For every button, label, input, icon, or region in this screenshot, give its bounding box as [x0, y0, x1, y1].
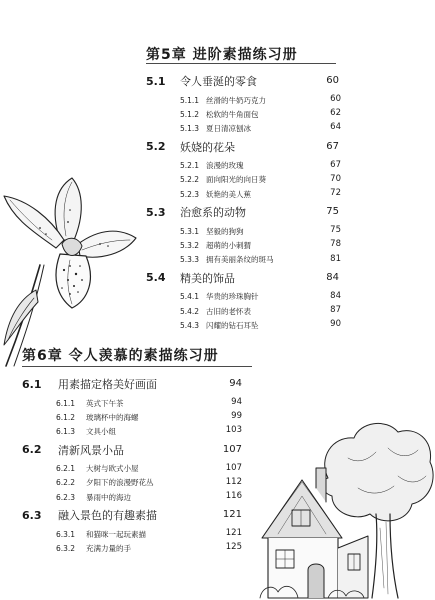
section-page-number: 75 — [326, 206, 339, 218]
item-number: 6.2.3 — [56, 492, 76, 502]
item-number: 5.4.2 — [180, 306, 200, 316]
item-title: 拥有美丽条纹的斑马 — [206, 255, 274, 265]
canna-flower-sketch — [0, 170, 140, 370]
item-page-number: 107 — [225, 462, 242, 473]
item-title: 华贵的珍珠胸针 — [206, 292, 259, 302]
toc-item-5-1-1[interactable] — [180, 93, 266, 107]
item-number: 5.1.1 — [180, 95, 200, 105]
item-page-number: 121 — [225, 528, 242, 539]
section-page-number: 60 — [326, 75, 339, 86]
item-title: 和猫咪一起玩素描 — [86, 529, 146, 539]
toc-item-6-2-3[interactable] — [56, 490, 131, 504]
item-number: 5.4.1 — [180, 292, 200, 302]
item-page-number: 67 — [330, 159, 341, 170]
item-title: 文具小组 — [86, 426, 116, 436]
item-number: 5.4.3 — [180, 320, 200, 330]
section-number: 6.2 — [22, 443, 42, 457]
section-title: 融入景色的有趣素描 — [58, 509, 157, 523]
item-number: 5.3.2 — [180, 240, 200, 250]
item-title: 充满力量的手 — [86, 543, 131, 553]
section-page-number: 107 — [222, 443, 242, 455]
item-page-number: 60 — [330, 94, 341, 104]
item-page-number: 116 — [225, 491, 242, 501]
item-page-number: 103 — [225, 425, 242, 436]
chapter5-title: 第5章 进阶素描练习册 — [146, 47, 298, 63]
toc-section-5-1[interactable] — [146, 74, 257, 88]
item-number: 6.3.2 — [56, 543, 76, 553]
item-number: 5.3.1 — [180, 226, 200, 236]
item-number: 5.2.1 — [180, 161, 200, 171]
item-title: 坚毅的狗狗 — [206, 226, 244, 236]
section-number: 5.4 — [146, 271, 166, 285]
toc-item-6-1-3[interactable] — [56, 424, 116, 438]
item-page-number: 94 — [231, 397, 242, 407]
item-page-number: 70 — [330, 173, 341, 184]
item-title: 玻璃杯中的海螺 — [86, 412, 139, 422]
toc-item-5-4-2[interactable] — [180, 304, 251, 318]
item-number: 6.1.1 — [56, 398, 76, 408]
item-number: 6.1.3 — [56, 426, 76, 436]
item-title: 浪漫的玫瑰 — [206, 161, 244, 171]
item-page-number: 78 — [330, 239, 341, 250]
toc-section-5-2[interactable] — [146, 140, 235, 154]
toc-item-6-1-2[interactable] — [56, 410, 139, 424]
section-title: 清新风景小品 — [58, 443, 124, 457]
section-title: 用素描定格美好画面 — [58, 378, 157, 391]
item-title: 暴雨中的海边 — [86, 492, 131, 502]
toc-section-5-3[interactable] — [146, 205, 246, 219]
item-page-number: 75 — [330, 225, 341, 236]
toc-item-6-3-2[interactable] — [56, 541, 131, 555]
item-title: 夕阳下的浪漫野花丛 — [86, 478, 154, 488]
section-page-number: 94 — [229, 378, 242, 389]
item-title: 面向阳光的向日葵 — [206, 175, 266, 185]
section-number: 5.1 — [146, 74, 166, 88]
item-page-number: 90 — [330, 319, 341, 330]
item-page-number: 81 — [330, 253, 341, 264]
toc-item-6-1-1[interactable] — [56, 396, 124, 410]
chapter5-divider — [146, 63, 336, 64]
toc-section-5-4[interactable] — [146, 271, 235, 285]
section-title: 精美的饰品 — [180, 271, 235, 285]
section-page-number: 67 — [326, 140, 339, 152]
item-title: 闪耀的钻石耳坠 — [206, 320, 259, 330]
toc-item-6-2-1[interactable] — [56, 462, 139, 476]
toc-item-5-3-2[interactable] — [180, 238, 251, 252]
item-title: 丝滑的牛奶巧克力 — [206, 95, 266, 105]
item-title: 松软的牛角面包 — [206, 109, 259, 119]
toc-item-5-4-3[interactable] — [180, 318, 259, 332]
section-title: 令人垂涎的零食 — [180, 75, 257, 88]
section-title: 治愈系的动物 — [180, 206, 246, 220]
item-number: 6.2.1 — [56, 464, 76, 474]
toc-item-5-4-1[interactable] — [180, 290, 259, 304]
chapter6-title: 第6章 令人羡慕的素描练习册 — [22, 348, 219, 364]
item-page-number: 87 — [330, 305, 341, 315]
section-title: 妖娆的花朵 — [180, 140, 235, 154]
item-title: 大树与欧式小屋 — [86, 464, 139, 474]
section-number: 5.2 — [146, 140, 166, 154]
item-title: 夏日清凉刨冰 — [206, 123, 251, 133]
section-number: 5.3 — [146, 205, 166, 219]
item-number: 6.1.2 — [56, 412, 76, 422]
toc-item-5-2-1[interactable] — [180, 159, 244, 173]
section-number: 6.1 — [22, 377, 42, 391]
item-title: 英式下午茶 — [86, 398, 124, 408]
toc-section-6-3[interactable] — [22, 508, 157, 522]
item-number: 5.1.3 — [180, 123, 200, 133]
toc-section-6-2[interactable] — [22, 443, 124, 457]
toc-item-5-3-3[interactable] — [180, 253, 274, 267]
toc-section-6-1[interactable] — [22, 377, 157, 391]
item-page-number: 112 — [225, 476, 242, 487]
toc-item-5-3-1[interactable] — [180, 224, 244, 238]
item-number: 5.3.3 — [180, 255, 200, 265]
item-page-number: 99 — [231, 411, 242, 422]
item-number: 5.2.3 — [180, 189, 200, 199]
item-title: 古旧的老怀表 — [206, 306, 251, 316]
toc-item-6-3-1[interactable] — [56, 527, 146, 541]
section-page-number: 121 — [222, 509, 242, 521]
item-title: 超萌的小刺猬 — [206, 240, 251, 250]
item-title: 妖艳的美人蕉 — [206, 189, 251, 199]
toc-item-5-2-3[interactable] — [180, 187, 251, 201]
item-number: 6.3.1 — [56, 529, 76, 539]
toc-item-5-1-2[interactable] — [180, 107, 259, 121]
item-page-number: 72 — [330, 188, 341, 198]
toc-item-6-2-2[interactable] — [56, 476, 154, 490]
item-number: 5.1.2 — [180, 109, 200, 119]
item-page-number: 125 — [225, 542, 242, 553]
item-number: 6.2.2 — [56, 478, 76, 488]
item-page-number: 84 — [330, 290, 341, 301]
toc-item-5-2-2[interactable] — [180, 173, 266, 187]
toc-item-5-1-3[interactable] — [180, 121, 251, 135]
section-page-number: 84 — [326, 271, 339, 283]
item-page-number: 62 — [330, 108, 341, 119]
house-and-tree-sketch — [258, 418, 435, 600]
item-page-number: 64 — [330, 122, 341, 133]
item-number: 5.2.2 — [180, 175, 200, 185]
section-number: 6.3 — [22, 508, 42, 522]
